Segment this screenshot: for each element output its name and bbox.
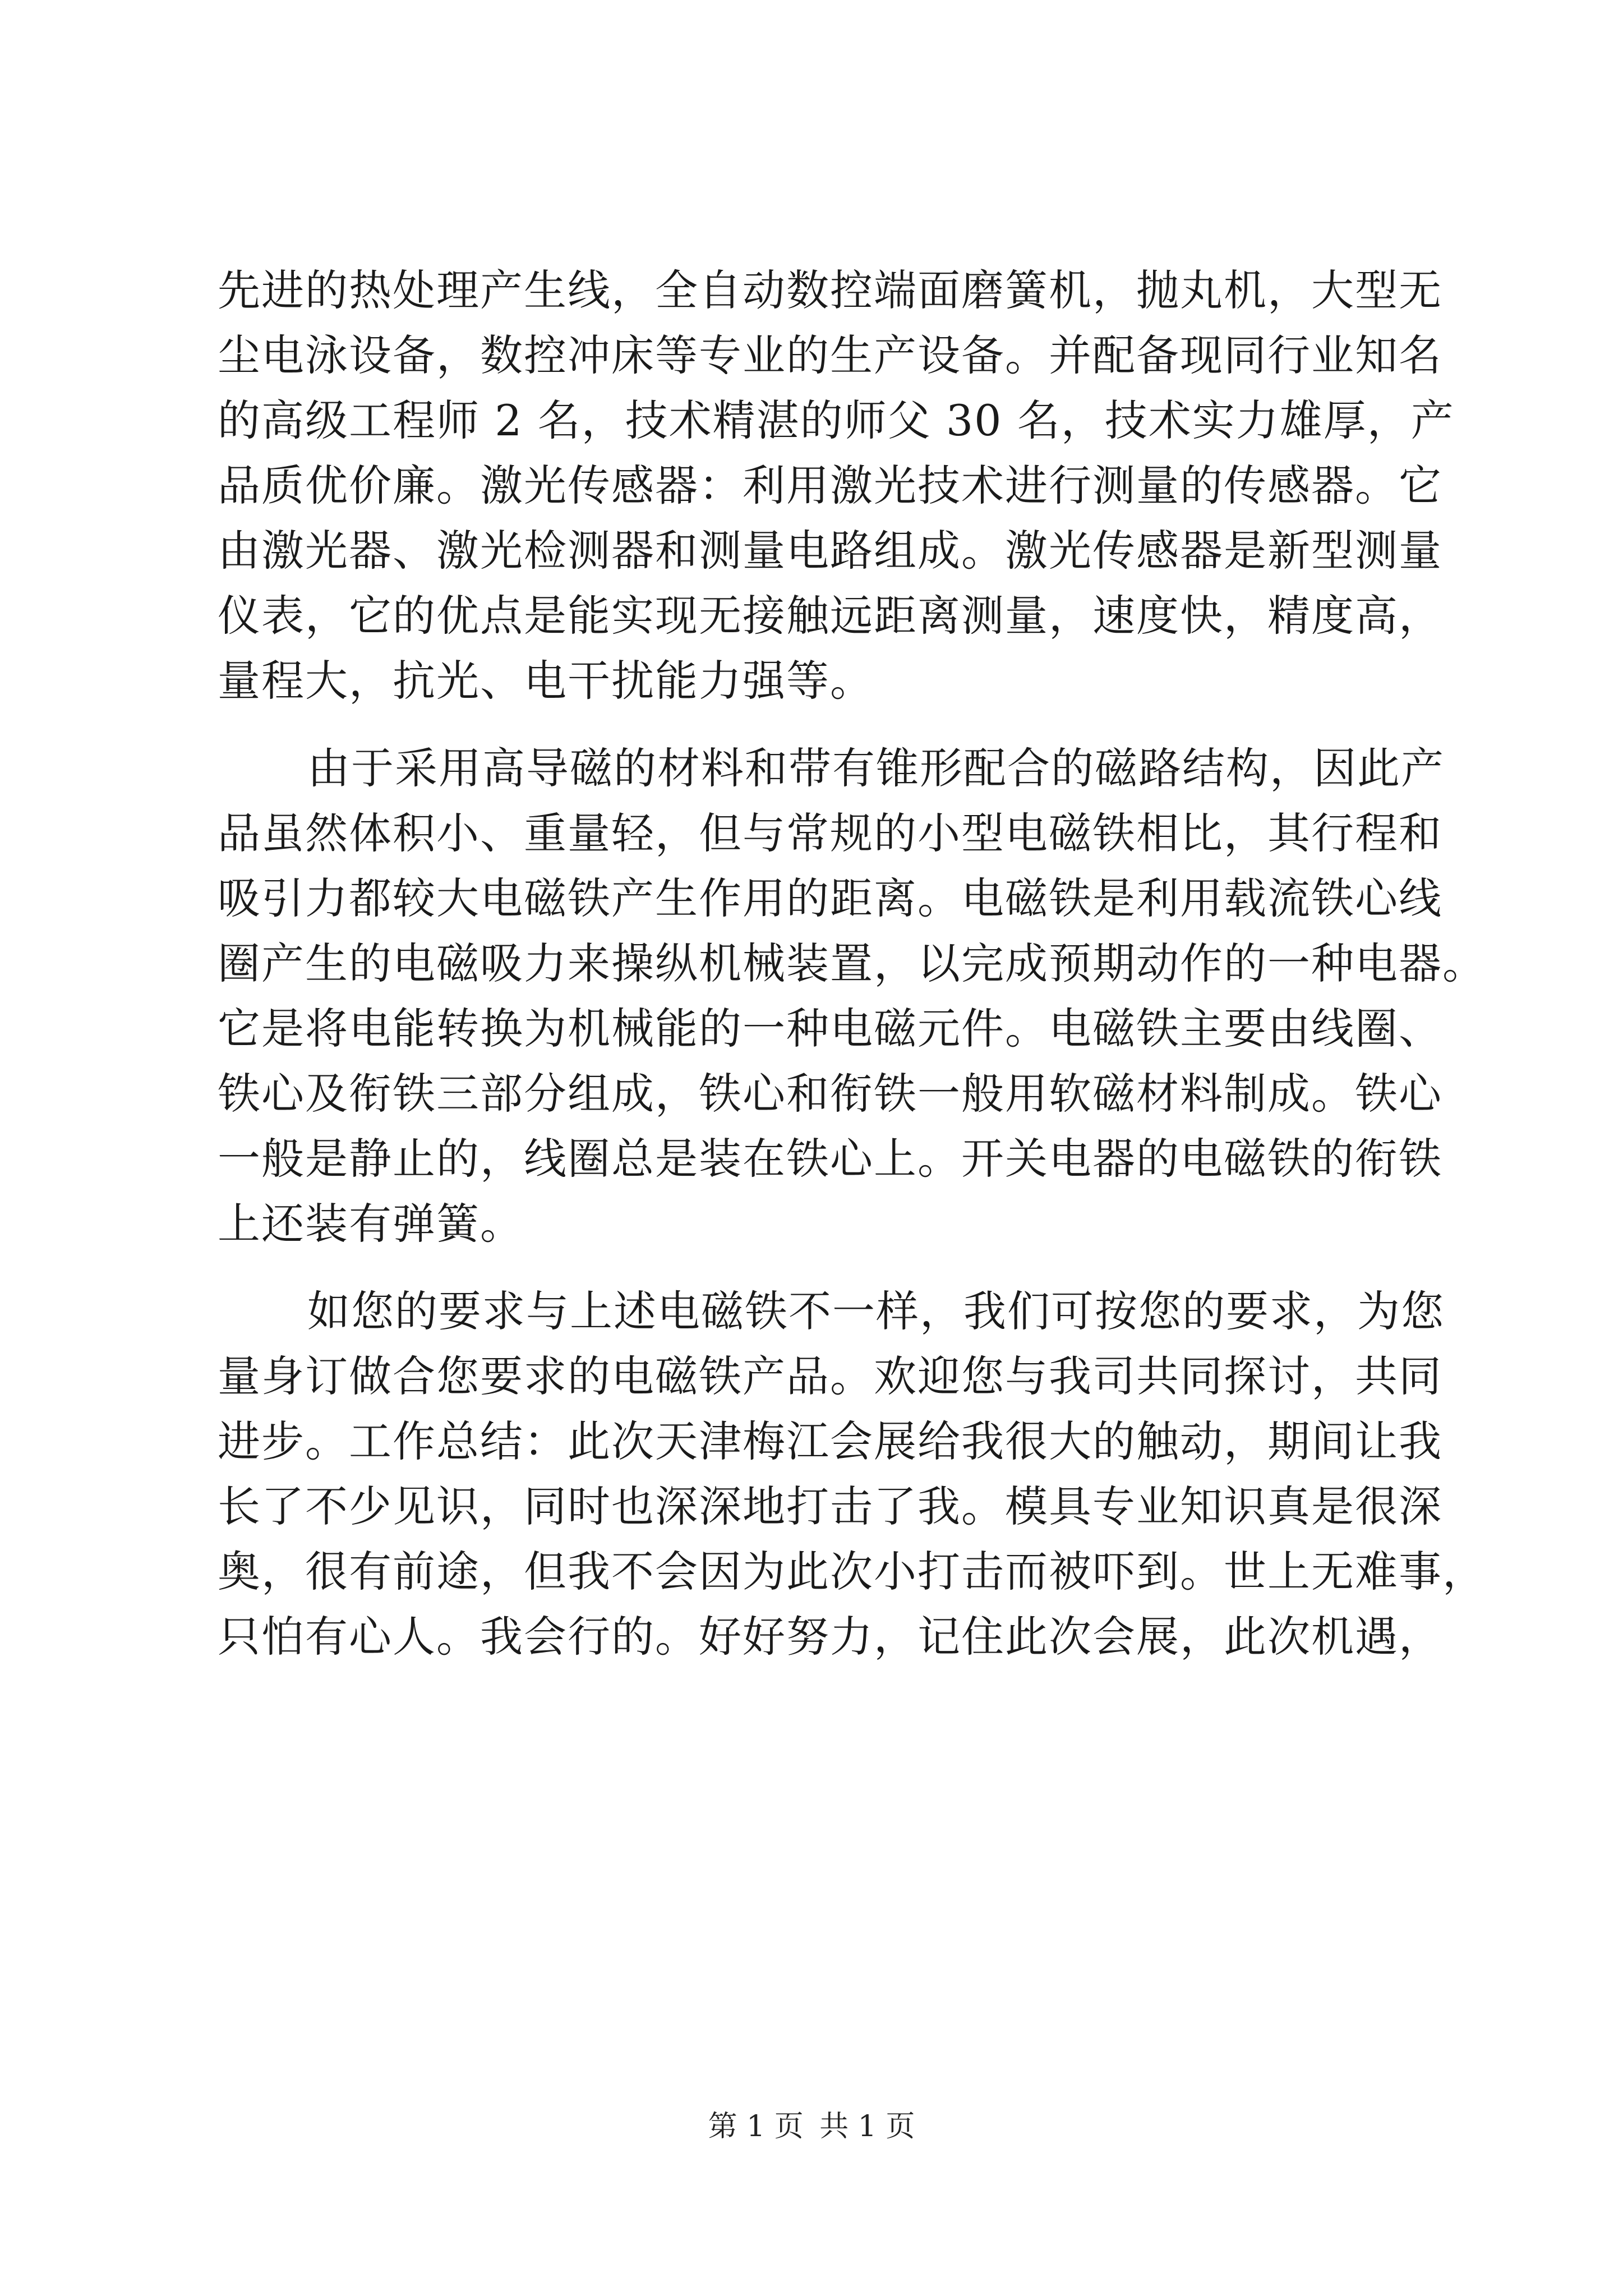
text-line: 由激光器、激光检测器和测量电路组成。激光传感器是新型测量 (218, 526, 1442, 576)
text-line: 只怕有心人。我会行的。好好努力，记住此次会展，此次机遇， (218, 1612, 1442, 1662)
text-line: 仪表，它的优点是能实现无接触远距离测量，速度快，精度高， (218, 591, 1442, 641)
text-line: 品虽然体积小、重量轻，但与常规的小型电磁铁相比，其行程和 (218, 808, 1442, 858)
text-line: 尘电泳设备，数控冲床等专业的生产设备。并配备现同行业知名 (218, 330, 1442, 380)
text-line: 品质优价廉。激光传感器：利用激光技术进行测量的传感器。它 (218, 461, 1442, 510)
page-number: 第 1 页 (708, 2110, 804, 2143)
paragraph (218, 258, 1455, 714)
text-line: 它是将电能转换为机械能的一种电磁元件。电磁铁主要由线圈、 (218, 1004, 1442, 1053)
text-line: 如您的要求与上述电磁铁不一样，我们可按您的要求，为您 (307, 1286, 1445, 1336)
text-line: 由于采用高导磁的材料和带有锥形配合的磁路结构，因此产 (307, 743, 1445, 793)
document-body (218, 258, 1486, 1669)
paragraph (218, 1279, 1486, 1669)
text-line: 长了不少见识，同时也深深地打击了我。模具专业知识真是很深 (218, 1481, 1442, 1531)
text-line: 量程大，抗光、电干扰能力强等。 (218, 656, 874, 706)
text-line: 铁心及衔铁三部分组成，铁心和衔铁一般用软磁材料制成。铁心 (218, 1069, 1442, 1119)
text-line: 奥，很有前途，但我不会因为此次小打击而被吓到。世上无难事， (218, 1547, 1486, 1596)
text-line: 先进的热处理产生线，全自动数控端面磨簧机，抛丸机，大型无 (218, 265, 1442, 315)
text-line: 圈产生的电磁吸力来操纵机械装置，以完成预期动作的一种电器。 (218, 938, 1486, 988)
text-line: 一般是静止的，线圈总是装在铁心上。开关电器的电磁铁的衔铁 (218, 1134, 1442, 1184)
text-line: 量身订做合您要求的电磁铁产品。欢迎您与我司共同探讨，共同 (218, 1351, 1442, 1401)
page-total: 共 1 页 (819, 2110, 915, 2143)
paragraph (218, 736, 1486, 1257)
text-line: 上还装有弹簧。 (218, 1199, 524, 1249)
text-line: 吸引力都较大电磁铁产生作用的距离。电磁铁是利用载流铁心线 (218, 873, 1442, 923)
text-line: 的高级工程师 2 名，技术精湛的师父 30 名，技术实力雄厚，产 (218, 395, 1455, 445)
text-line: 进步。工作总结：此次天津梅江会展给我很大的触动，期间让我 (218, 1416, 1442, 1466)
page-footer (0, 2102, 1623, 2145)
